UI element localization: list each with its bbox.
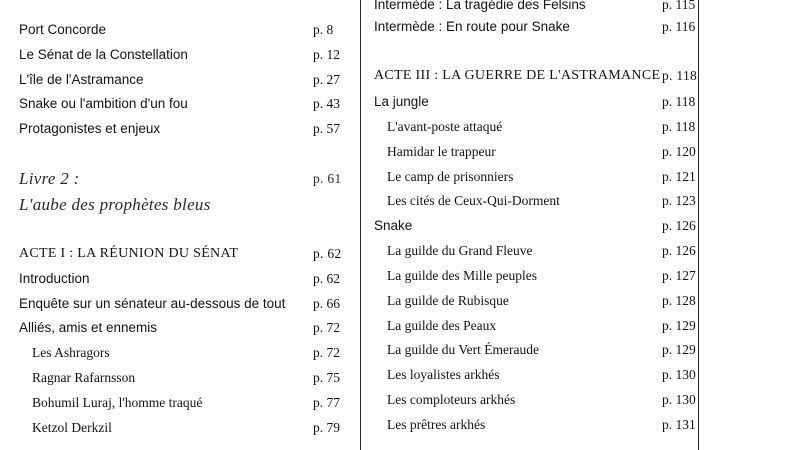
- toc-section: [374, 91, 704, 113]
- toc-section-title: Snake: [374, 218, 413, 233]
- toc-entry-title: Introduction: [19, 271, 90, 286]
- toc-subentry-title: La guilde des Mille peuples: [387, 268, 537, 283]
- toc-section-page: p. 126: [662, 218, 696, 233]
- toc-subentry: [387, 290, 704, 312]
- toc-subentry: [387, 190, 704, 212]
- livre-number: Livre 2 :: [19, 169, 80, 188]
- toc-subentry-page: p. 128: [662, 293, 696, 308]
- toc-subentry: [387, 240, 704, 262]
- toc-entry: [19, 69, 349, 91]
- toc-subentry-title: Ketzol Derkzil: [32, 420, 112, 435]
- toc-subentry-title: Les prêtres arkhés: [387, 417, 486, 432]
- toc-subentry-title: La guilde du Grand Fleuve: [387, 243, 533, 258]
- toc-entry-page: p. 8: [313, 22, 334, 37]
- toc-entry-page: p. 62: [313, 271, 340, 286]
- toc-entry-page: p. 115: [662, 0, 696, 12]
- toc-subentry: [32, 392, 349, 414]
- toc-subentry: [32, 367, 349, 389]
- toc-subentry-title: L'avant-poste attaqué: [387, 119, 503, 134]
- toc-entry-page: p. 72: [313, 320, 340, 335]
- acte-title: ACTE III : LA GUERRE DE L'ASTRAMANCE: [374, 68, 661, 83]
- toc-section: [374, 215, 704, 237]
- toc-subentry-title: Les comploteurs arkhés: [387, 392, 516, 407]
- toc-subentry: [387, 364, 704, 386]
- toc-entry-page: p. 27: [313, 72, 340, 87]
- toc-subentry: [387, 414, 704, 436]
- toc-subentry: [387, 389, 704, 411]
- toc-subentry: [387, 339, 704, 361]
- toc-entry-title: Protagonistes et enjeux: [19, 121, 161, 136]
- right-margin-line: [698, 0, 699, 450]
- toc-entry: [19, 19, 349, 41]
- toc-entry-title: L'île de l'Astramance: [19, 72, 144, 87]
- toc-subentry-title: Ragnar Rafarnsson: [32, 370, 136, 385]
- toc-subentry-page: p. 131: [662, 417, 696, 432]
- toc-subentry-title: La guilde du Vert Émeraude: [387, 342, 539, 357]
- toc-entry-page: p. 12: [313, 47, 340, 62]
- toc-entry: [19, 44, 349, 66]
- toc-subentry: [387, 265, 704, 287]
- toc-subentry: [32, 417, 349, 439]
- toc-subentry-page: p. 72: [313, 345, 340, 360]
- toc-section-page: p. 118: [662, 94, 696, 109]
- toc-subentry: [387, 116, 704, 138]
- toc-subentry-page: p. 130: [662, 392, 696, 407]
- acte-page: p. 118: [662, 68, 698, 83]
- toc-subentry-page: p. 121: [662, 169, 696, 184]
- toc-entry-title: Alliés, amis et ennemis: [19, 320, 158, 335]
- toc-subentry-title: La guilde de Rubisque: [387, 293, 509, 308]
- toc-entry: [374, 16, 704, 38]
- acte-heading: [374, 65, 704, 87]
- toc-entry: [19, 93, 349, 115]
- toc-entry-page: p. 116: [662, 19, 696, 34]
- toc-subentry-page: p. 127: [662, 268, 696, 283]
- toc-entry-title: Port Concorde: [19, 22, 107, 37]
- toc-entry: [19, 118, 349, 140]
- toc-subentry-page: p. 130: [662, 367, 696, 382]
- toc-entry: [19, 293, 349, 315]
- livre-page: p. 61: [313, 171, 342, 186]
- toc-subentry-title: La guilde des Peaux: [387, 318, 497, 333]
- toc-entry-title: Intermède : La tragédie des Felsins: [374, 0, 586, 12]
- toc-subentry-title: Les loyalistes arkhés: [387, 367, 500, 382]
- toc-entry-title: Snake ou l'ambition d'un fou: [19, 96, 188, 111]
- toc-subentry-page: p. 129: [662, 318, 696, 333]
- toc-subentry-page: p. 123: [662, 193, 696, 208]
- toc-subentry-page: p. 79: [313, 420, 340, 435]
- toc-subentry: [387, 166, 704, 188]
- livre-subtitle: L'aube des prophètes bleus: [19, 195, 211, 214]
- acte-title: ACTE I : LA RÉUNION DU SÉNAT: [19, 246, 239, 261]
- acte-heading: [19, 243, 349, 265]
- acte-page: p. 62: [313, 246, 342, 261]
- toc-subentry-title: Hamidar le trappeur: [387, 144, 496, 159]
- toc-subentry-title: Les cités de Ceux-Qui-Dorment: [387, 193, 560, 208]
- toc-entry-title: Intermède : En route pour Snake: [374, 19, 570, 34]
- toc-subentry: [387, 141, 704, 163]
- toc-subentry: [32, 342, 349, 364]
- toc-entry-page: p. 43: [313, 96, 340, 111]
- toc-subentry-page: p. 77: [313, 395, 340, 410]
- toc-entry-page: p. 66: [313, 296, 340, 311]
- column-divider: [360, 0, 361, 450]
- toc-entry-title: Enquête sur un sénateur au-dessous de tout: [19, 296, 286, 311]
- toc-subentry-title: Bohumil Luraj, l'homme traqué: [32, 395, 203, 410]
- livre-heading: [19, 168, 349, 190]
- toc-section-title: La jungle: [374, 94, 429, 109]
- toc-entry: [374, 0, 704, 16]
- toc-subentry-page: p. 75: [313, 370, 340, 385]
- toc-subentry-page: p. 120: [662, 144, 696, 159]
- toc-entry: [19, 317, 349, 339]
- toc-subentry-page: p. 129: [662, 342, 696, 357]
- toc-entry: [19, 268, 349, 290]
- toc-subentry-page: p. 126: [662, 243, 696, 258]
- toc-subentry-title: Le camp de prisonniers: [387, 169, 514, 184]
- toc-subentry-title: Les Ashragors: [32, 345, 110, 360]
- toc-entry-title: Le Sénat de la Constellation: [19, 47, 188, 62]
- toc-entry-page: p. 57: [313, 121, 340, 136]
- toc-subentry-page: p. 118: [662, 119, 696, 134]
- toc-subentry: [387, 315, 704, 337]
